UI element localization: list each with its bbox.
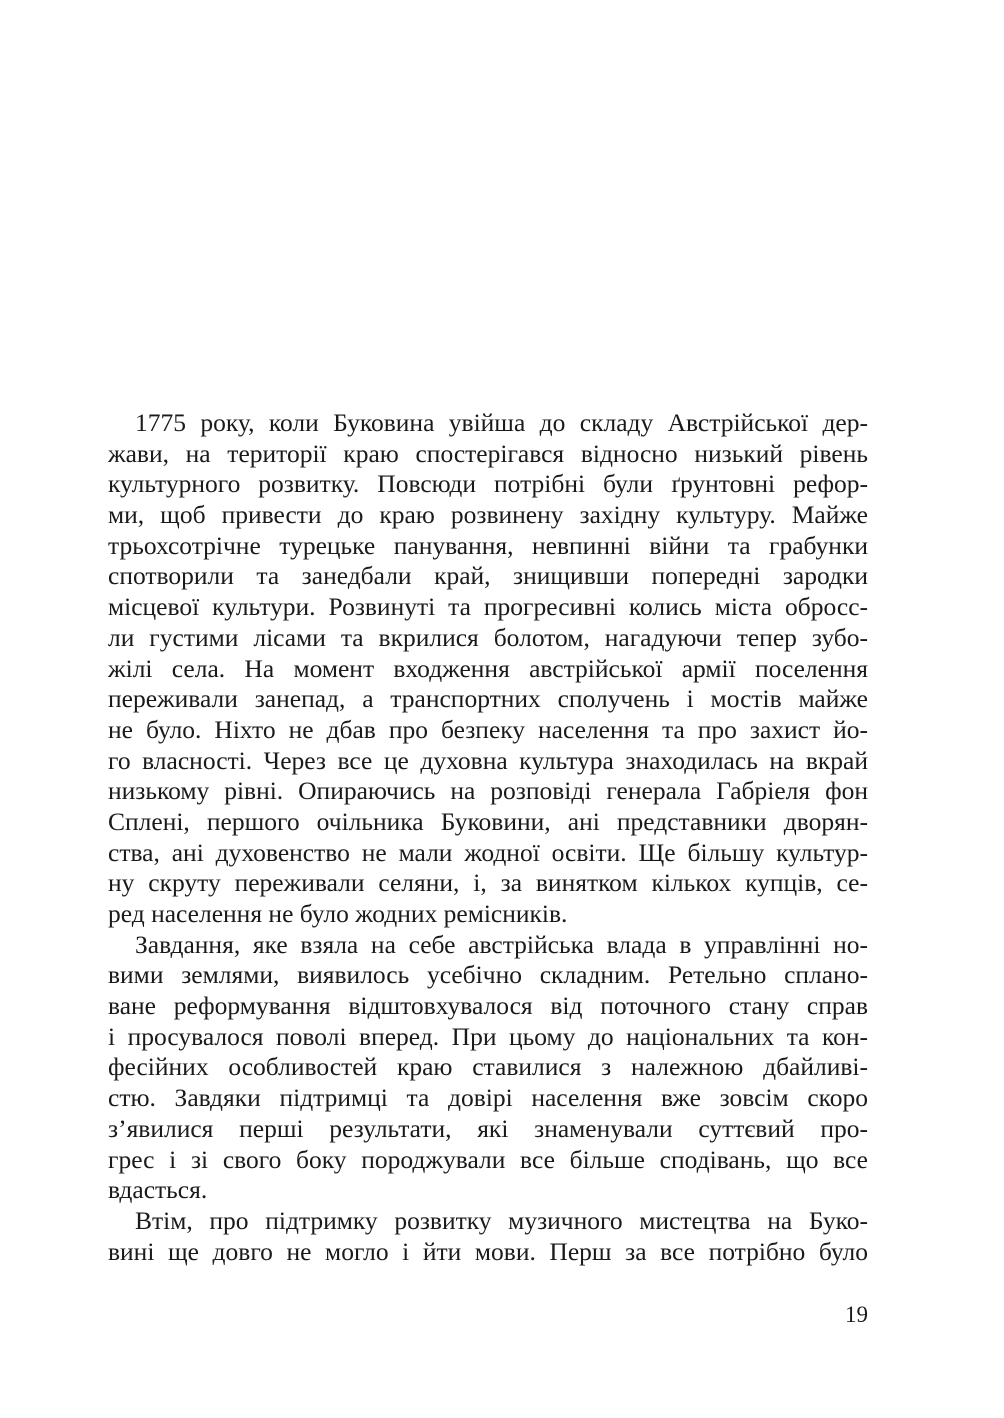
- text-line: фесійних особливостей краю ставилися з належною дбайливі-: [108, 1052, 868, 1082]
- text-line: стю. Завдяки підтримці та довірі населення вже зовсім скоро: [108, 1083, 868, 1113]
- text-line: не було. Ніхто не дбав про безпеку населення та про захист йо-: [108, 714, 868, 744]
- text-line: жави, на території краю спостерігався відносно низький рівень: [108, 438, 868, 468]
- text-line: Втім, про підтримку розвитку музичного мистецтва на Буко-: [135, 1205, 868, 1235]
- text-line: переживали занепад, а транспортних сполучень і мостів майже: [108, 684, 868, 714]
- text-line: культурного розвитку. Повсюди потрібні були ґрунтовні рефор-: [108, 469, 868, 499]
- text-line: ми, щоб привести до краю розвинену західну культуру. Майже: [108, 500, 868, 530]
- text-line: жілі села. На момент входження австрійської армії поселення: [108, 653, 868, 683]
- paragraph-3: [108, 1206, 868, 1267]
- text-line: спотворили та занедбали край, знищивши попередні зародки: [108, 561, 868, 591]
- text-line: ред населення не було жодних ремісників.: [108, 899, 568, 928]
- text-line: і просувалося поволі вперед. При цьому до національних та кон-: [108, 1021, 868, 1051]
- text-line: ване реформування відштовхувалося від поточного стану справ: [108, 991, 868, 1021]
- text-line: вими землями, виявилось усебічно складним. Ретельно сплано-: [108, 960, 868, 990]
- text-line: Завдання, яке взяла на себе австрійська влада в управлінні но-: [135, 929, 868, 959]
- text-line: місцевої культури. Розвинуті та прогресивні колись міста обросс-: [108, 592, 868, 622]
- text-line: низькому рівні. Опираючись на розповіді генерала Габріеля фон: [108, 776, 868, 806]
- text-line: вині ще довго не могло і йти мови. Перш за все потрібно було: [108, 1236, 868, 1266]
- text-line: вдасться.: [108, 1175, 208, 1205]
- text-line: 1775 року, коли Буковина увійша до складу Австрійської дер-: [135, 408, 868, 437]
- paragraph-1: [108, 408, 868, 930]
- page-number: 19: [845, 1302, 868, 1327]
- text-line: з’явилися перші результати, які знаменували суттєвий про-: [108, 1113, 868, 1143]
- text-line: Сплені, першого очільника Буковини, ані представники дворян-: [108, 806, 868, 836]
- text-line: ну скруту переживали селяни, і, за винятком кількох купців, се-: [108, 868, 868, 898]
- text-line: трьохсотрічне турецьке панування, невпинні війни та грабунки: [108, 530, 868, 560]
- paragraph-2: [108, 930, 868, 1206]
- text-line: грес і зі свого боку породжували все більше сподівань, що все: [108, 1144, 868, 1174]
- text-line: ли густими лісами та вкрилися болотом, нагадуючи тепер зубо-: [108, 622, 868, 652]
- body-text: [108, 408, 868, 1267]
- text-line: ства, ані духовенство не мали жодної освіти. Ще більшу культур-: [108, 837, 868, 867]
- text-line: го власності. Через все це духовна культура знаходилась на вкрай: [108, 745, 868, 775]
